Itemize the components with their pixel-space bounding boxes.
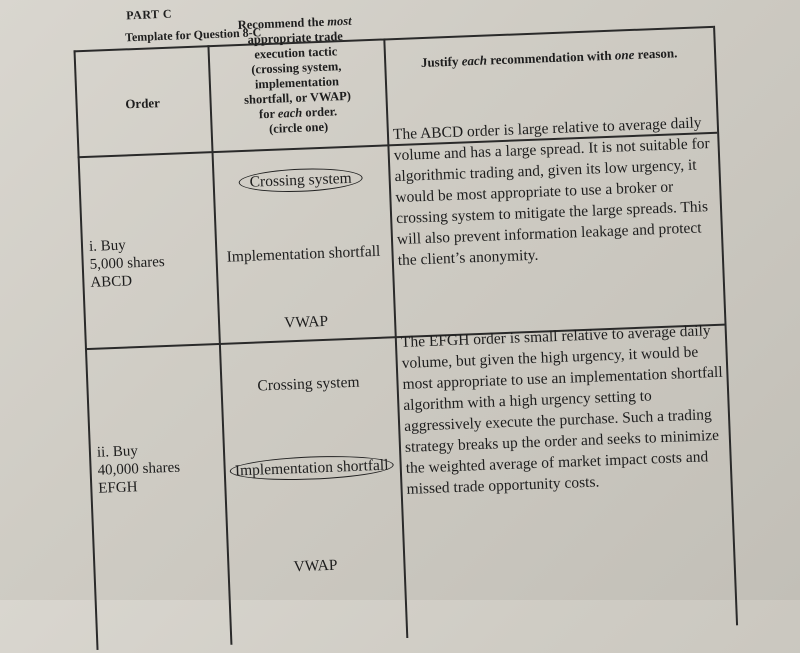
- justification-line: The EFGH order is small relative to average daily: [400, 322, 711, 352]
- justification-line: volume, but given the high urgency, it would be: [401, 343, 699, 373]
- header-tactic-line3: execution tactic: [254, 44, 338, 62]
- order-line: i. Buy: [88, 237, 127, 255]
- tactic-option-implementation-shortfall[interactable]: [223, 456, 400, 481]
- header-justify-em2: one: [614, 46, 635, 63]
- header-justify-b: recommendation with: [489, 47, 612, 68]
- order-cell-abcd: [89, 233, 215, 292]
- justification-line: algorithmic trading and, given its low urgency, it: [394, 156, 697, 186]
- order-line: ii. Buy: [96, 443, 139, 461]
- header-tactic-line4: (crossing system,: [251, 59, 342, 77]
- justification-line: crossing system to mitigate the large spreads. This: [395, 198, 709, 228]
- justification-efgh: [401, 320, 729, 500]
- order-line: EFGH: [98, 479, 138, 497]
- justification-line: missed trade opportunity costs.: [406, 473, 600, 498]
- tactic-option-implementation-shortfall[interactable]: Implementation shortfall: [226, 242, 381, 266]
- header-tactic-line5: implementation: [254, 74, 340, 92]
- justification-line: The ABCD order is large relative to average daily: [392, 114, 702, 144]
- order-line: 5,000 shares: [89, 254, 166, 273]
- justification-abcd: [393, 112, 720, 271]
- justification-line: would be most appropriate to use a broker or: [395, 178, 674, 207]
- order-line: 40,000 shares: [97, 459, 181, 479]
- header-tactic: [206, 13, 386, 140]
- header-tactic-line2: appropriate trade: [247, 29, 344, 47]
- header-tactic-line1-em: most: [326, 13, 352, 29]
- tactic-option-crossing-system[interactable]: [212, 168, 389, 193]
- header-tactic-line7-em: each: [277, 105, 303, 121]
- part-label: PART C: [125, 6, 173, 23]
- table-left-border: [74, 50, 99, 650]
- header-justify: [384, 44, 714, 72]
- justification-line: aggressively execute the purchase. Such a trading: [403, 406, 713, 435]
- justification-line: will also prevent information leakage and protect: [396, 219, 702, 249]
- template-label: Template for Question 8-C: [124, 25, 262, 45]
- circled-choice: Implementation shortfall: [229, 453, 393, 482]
- header-tactic-line8: (circle one): [268, 119, 329, 136]
- order-cell-efgh: [97, 439, 223, 498]
- header-justify-em1: each: [461, 52, 488, 69]
- header-justify-c: reason.: [637, 45, 678, 62]
- tactic-option-vwap[interactable]: VWAP: [283, 312, 329, 332]
- justification-line: the client’s anonymity.: [397, 246, 539, 270]
- header-tactic-line7a: for: [258, 106, 276, 122]
- justification-line: volume and has a large spread. It is not suitable for: [393, 135, 710, 165]
- header-tactic-line7b: order.: [305, 104, 338, 120]
- circled-choice: Crossing system: [238, 166, 363, 194]
- justification-line: algorithm with a high urgency setting to: [403, 387, 653, 414]
- header-tactic-line1: Recommend the: [237, 14, 325, 33]
- tactic-option-vwap[interactable]: VWAP: [293, 556, 338, 576]
- tactic-option-crossing-system[interactable]: Crossing system: [257, 373, 360, 395]
- justification-line: the weighted average of market impact costs and: [405, 448, 709, 477]
- order-line: ABCD: [90, 273, 133, 291]
- header-justify-a: Justify: [420, 53, 459, 71]
- header-order: Order: [124, 95, 161, 112]
- header-tactic-line6: shortfall, or VWAP): [243, 88, 352, 107]
- justification-line: strategy breaks up the order and seeks to minimize: [404, 426, 720, 456]
- justification-line: most appropriate to use an implementation shortfall: [402, 363, 723, 393]
